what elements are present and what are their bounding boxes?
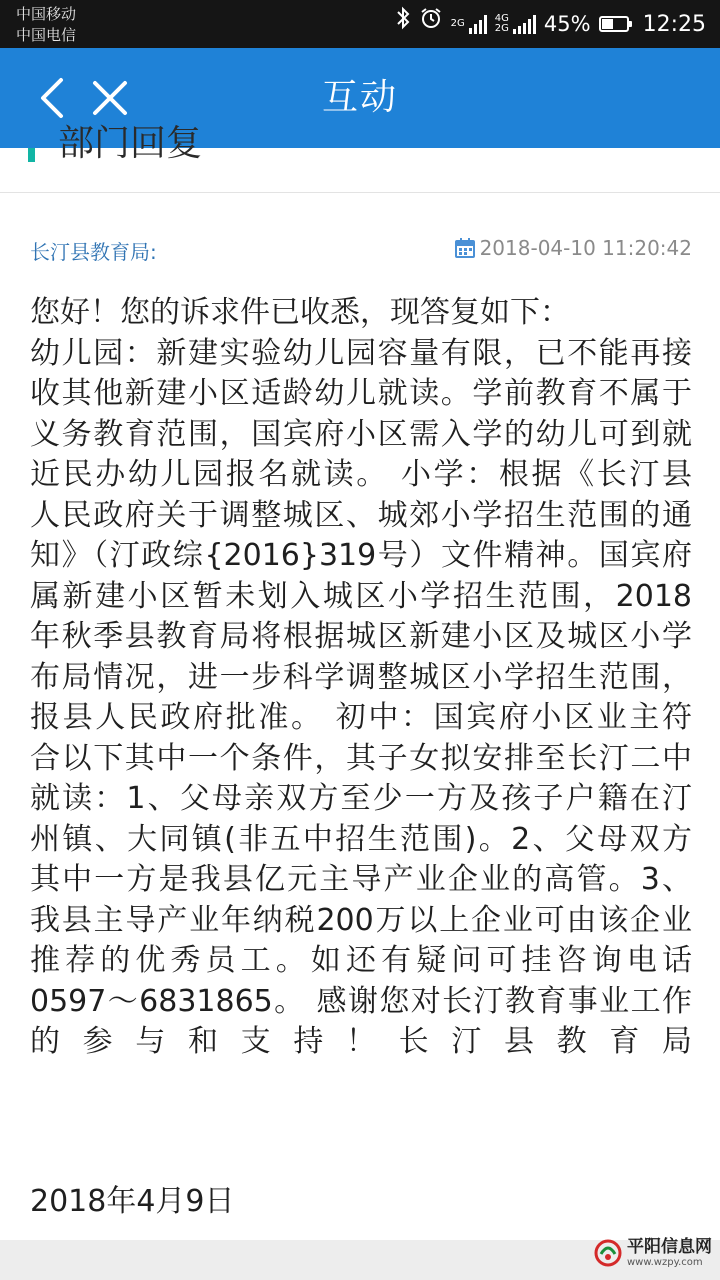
- reply-line: 收其他新建小区适龄幼儿就读。学前教育不属于: [30, 376, 692, 411]
- reply-line: 布局情况，进一步科学调整城区小学招生范围，: [30, 659, 692, 695]
- reply-line: 其中一方是我县亿元主导产业企业的高管。3、: [30, 862, 692, 897]
- reply-body: [30, 293, 692, 1063]
- reply-line: 义务教育范围，国宾府小区需入学的幼儿可到就: [30, 416, 692, 452]
- reply-line: 我县主导产业年纳税200万以上企业可由该企业: [30, 902, 692, 938]
- watermark-name: 平阳信息网: [627, 1236, 712, 1257]
- calendar-icon: [454, 237, 476, 259]
- carrier-name-2: 中国电信: [16, 26, 77, 44]
- watermark-url: www.wzpy.com: [627, 1256, 703, 1268]
- status-indicators: [395, 0, 706, 48]
- section-heading-text: 部门回复: [58, 123, 203, 164]
- clock: 12:25: [642, 11, 706, 37]
- reply-line: 推荐的优秀员工。如还有疑问可挂咨询电话: [30, 943, 692, 978]
- reply-line: 幼儿园：新建实验幼儿园容量有限，已不能再接: [30, 335, 692, 371]
- section-accent-bar: [28, 148, 35, 162]
- section-heading: [0, 123, 720, 193]
- network-label: 2G: [450, 18, 465, 29]
- reply-timestamp: [454, 236, 692, 260]
- reply-organization: 长汀县教育局:: [30, 240, 157, 264]
- network-label: 2G: [494, 23, 509, 34]
- reply-line: 近民办幼儿园报名就读。 小学：根据《长汀县: [30, 457, 692, 492]
- reply-line: 知》（汀政综{2016}319号）文件精神。国宾府: [30, 538, 692, 573]
- network-type-2: [495, 14, 509, 34]
- carrier-name-1: 中国移动: [16, 5, 77, 23]
- network-label: 4G: [494, 13, 509, 24]
- signal-icon: [469, 14, 487, 34]
- watermark-logo-icon: [593, 1238, 623, 1268]
- reply-line: 0597～6831865。 感谢您对长汀教育事业工作: [30, 983, 692, 1019]
- bluetooth-icon: [395, 0, 411, 48]
- reply-meta: [30, 232, 692, 266]
- reply-line: 的 参 与 和 支 持 ！ 长 汀 县 教 育 局: [30, 1024, 692, 1059]
- reply-line: 您好！您的诉求件已收悉，现答复如下：: [30, 295, 570, 330]
- reply-date: 2018年4月9日: [30, 1184, 235, 1219]
- site-watermark: [593, 1238, 712, 1268]
- network-type-1: [451, 19, 465, 29]
- page-title: 互动: [321, 77, 398, 118]
- battery-percent: 45%: [543, 12, 591, 36]
- reply-line: 属新建小区暂未划入城区小学招生范围，2018: [30, 578, 692, 614]
- reply-line: 就读：1、父母亲双方至少一方及孩子户籍在汀: [30, 781, 692, 816]
- reply-line: 报县人民政府批准。 初中：国宾府小区业主符: [30, 700, 692, 735]
- reply-line: 州镇、大同镇(非五中招生范围)。2、父母双方: [30, 821, 692, 857]
- reply-line: 年秋季县教育局将根据城区新建小区及城区小学: [30, 619, 692, 654]
- reply-line: 合以下其中一个条件，其子女拟安排至长汀二中: [30, 740, 692, 776]
- reply-line: 人民政府关于调整城区、城郊小学招生范围的通: [30, 497, 692, 533]
- alarm-icon: [419, 0, 443, 48]
- signal-icon: [513, 14, 536, 34]
- status-bar: [0, 0, 720, 48]
- battery-icon: [599, 16, 629, 32]
- reply-timestamp-text: 2018-04-10 11:20:42: [479, 236, 692, 260]
